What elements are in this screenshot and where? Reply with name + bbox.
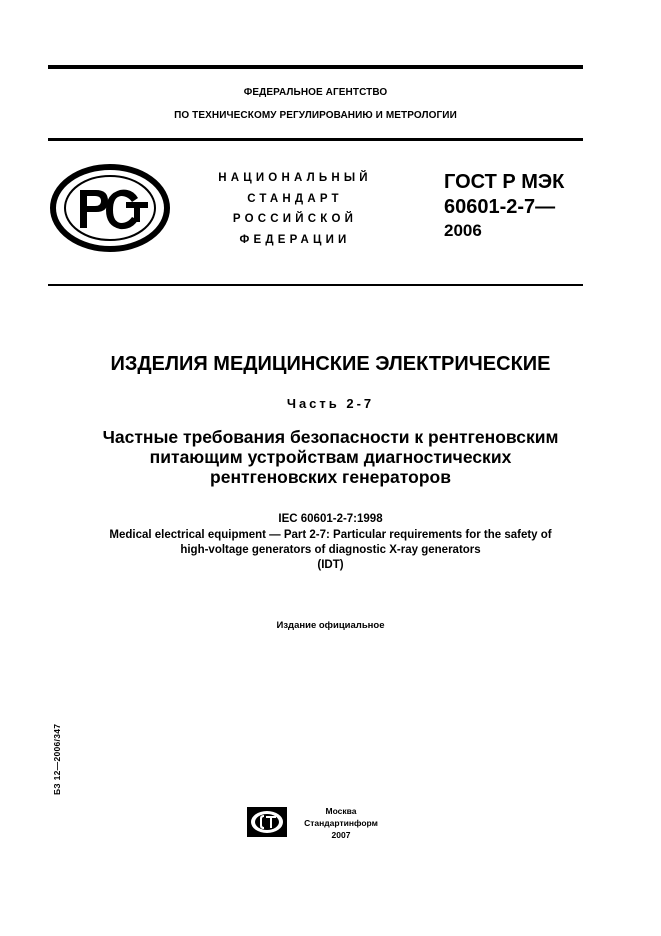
subtitle-line-2: питающим устройствам диагностических (149, 447, 512, 467)
subtitle-line-1: Частные требования безопасности к рентгеновским (102, 427, 559, 447)
document-title: ИЗДЕЛИЯ МЕДИЦИНСКИЕ ЭЛЕКТРИЧЕСКИЕ (110, 353, 551, 375)
national-standard-line-2: СТАНДАРТ (247, 193, 343, 205)
top-rule (48, 65, 583, 69)
national-standard-line-3: РОССИЙСКОЙ (232, 213, 358, 225)
publisher-city: Москва (325, 806, 357, 816)
publisher-name: Стандартинформ (304, 818, 378, 828)
iec-title-line-2: high-voltage generators of diagnostic X-ray generators (180, 544, 481, 556)
gost-code-line-1: ГОСТ Р МЭК (444, 171, 565, 193)
iec-idt: (IDT) (317, 559, 344, 571)
standard-block-rule (48, 284, 583, 286)
iec-code: IEC 60601-2-7:1998 (278, 513, 383, 525)
iec-title-line-1: Medical electrical equipment — Part 2-7: Particular requirements for the safety of (109, 529, 552, 541)
header-rule (48, 138, 583, 141)
agency-line-2: ПО ТЕХНИЧЕСКОМУ РЕГУЛИРОВАНИЮ И МЕТРОЛОГИИ (174, 110, 457, 121)
gost-emblem-icon (50, 164, 170, 252)
edition-label: Издание официальное (276, 620, 385, 631)
gost-year: 2006 (444, 221, 482, 240)
publisher-year: 2007 (331, 830, 351, 840)
subtitle-line-3: рентгеновских генераторов (210, 467, 451, 487)
side-code: БЗ 12—2006/347 (52, 723, 62, 795)
national-standard-line-4: ФЕДЕРАЦИИ (239, 234, 351, 246)
agency-line-1: ФЕДЕРАЛЬНОЕ АГЕНТСТВО (243, 87, 388, 98)
gost-code-line-2: 60601-2-7— (444, 196, 556, 218)
document-part: Часть 2-7 (286, 396, 375, 411)
national-standard-line-1: НАЦИОНАЛЬНЫЙ (218, 172, 372, 184)
publisher-emblem-icon (246, 806, 288, 838)
